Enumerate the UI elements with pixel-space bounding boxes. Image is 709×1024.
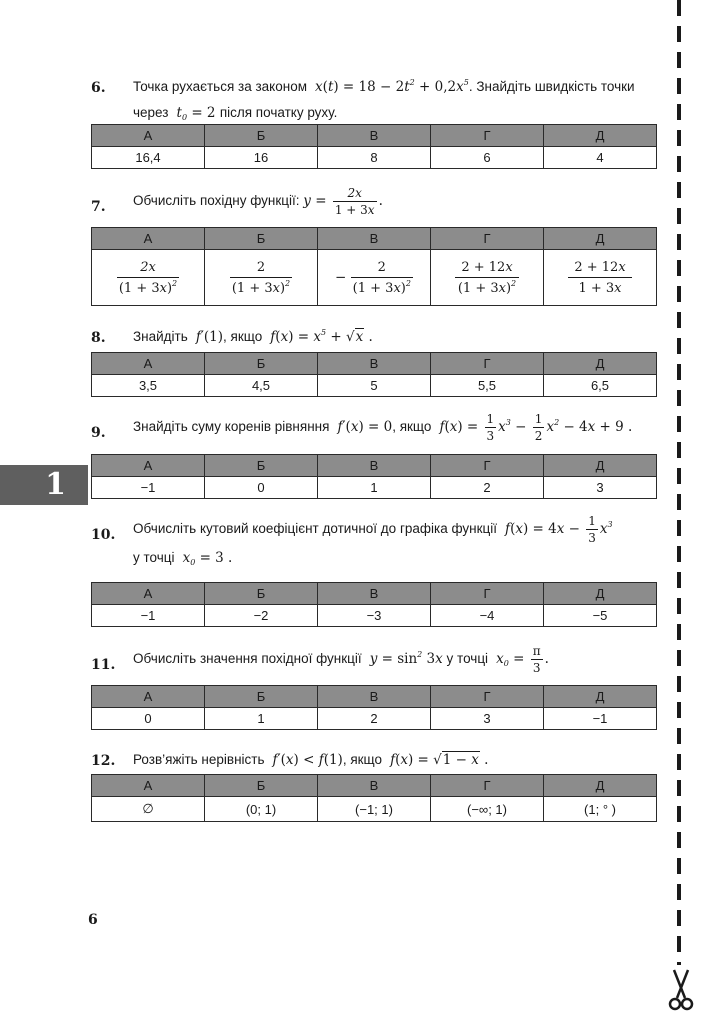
scissors-icon bbox=[668, 968, 694, 1014]
answer-table bbox=[91, 227, 657, 306]
answer-cell[interactable]: 6 bbox=[431, 147, 544, 169]
answer-table bbox=[91, 774, 657, 822]
answer-cell[interactable]: −3 bbox=[318, 605, 431, 627]
answer-header-d: Д bbox=[544, 353, 657, 375]
answer-cell[interactable]: 5 bbox=[318, 375, 431, 397]
formula: $x_0$ = $\frac{\pi}{3}$ . bbox=[491, 644, 549, 675]
answer-header-g: Г bbox=[431, 125, 544, 147]
answer-header-a: А bbox=[92, 583, 205, 605]
answer-header-d: Д bbox=[544, 455, 657, 477]
answer-cell[interactable]: 0 bbox=[205, 477, 318, 499]
answer-cell[interactable]: $\frac{2 + 12x}{(1 + 3x)^2}$ bbox=[431, 250, 544, 306]
answer-cell[interactable]: −4 bbox=[431, 605, 544, 627]
formula: $x_0 = 3$ . bbox=[178, 550, 233, 567]
formula: f′(x) < f(1) bbox=[268, 752, 343, 768]
formula: $y = \sin^2 3x$ bbox=[365, 650, 443, 667]
task-number: 8. bbox=[91, 330, 106, 346]
cut-line bbox=[677, 0, 681, 965]
answer-cell[interactable]: −1 bbox=[544, 708, 657, 730]
answer-cell[interactable]: 5,5 bbox=[431, 375, 544, 397]
answer-cell[interactable]: 2 bbox=[318, 708, 431, 730]
answer-header-d: Д bbox=[544, 228, 657, 250]
answer-header-d: Д bbox=[544, 583, 657, 605]
answer-header-v: В bbox=[318, 686, 431, 708]
answer-cell[interactable]: (1; ° ) bbox=[544, 797, 657, 822]
task-text: Знайдіть суму коренів рівняння f′(x) = 0, якщо f(x) = $\frac{1}{3}$ $x^3$ − $\frac{1}{2}$ $x^2 - 4x + 9$ . bbox=[133, 412, 633, 443]
answer-cell[interactable]: 1 bbox=[205, 708, 318, 730]
formula: f(x) = 4x − $\frac{1}{3}$ $x^3$ bbox=[500, 514, 613, 545]
formula: $f(x) = x^5 + √x$ . bbox=[265, 328, 373, 345]
answer-table bbox=[91, 352, 657, 397]
answer-header-b: Б bbox=[205, 583, 318, 605]
answer-header-g: Г bbox=[431, 353, 544, 375]
answer-cell[interactable]: (−∞; 1) bbox=[431, 797, 544, 822]
answer-cell[interactable]: −5 bbox=[544, 605, 657, 627]
formula: y = $\frac{2x}{1 + 3x}$ . bbox=[303, 186, 383, 217]
task-number: 12. bbox=[91, 753, 116, 769]
answer-header-a: А bbox=[92, 775, 205, 797]
answer-cell[interactable]: −2 bbox=[205, 605, 318, 627]
answer-cell[interactable]: 8 bbox=[318, 147, 431, 169]
answer-header-v: В bbox=[318, 583, 431, 605]
answer-cell[interactable]: (−1; 1) bbox=[318, 797, 431, 822]
answer-header-g: Г bbox=[431, 775, 544, 797]
answer-cell[interactable]: 3 bbox=[431, 708, 544, 730]
task-number: 10. bbox=[91, 527, 116, 543]
answer-cell[interactable]: 1 bbox=[318, 477, 431, 499]
answer-header-d: Д bbox=[544, 775, 657, 797]
answer-header-g: Г bbox=[431, 455, 544, 477]
task-text: Розв’яжіть нерівність f′(x) < f(1), якщо f(x) = √1 − x . bbox=[133, 752, 489, 768]
formula: f(x) = $\frac{1}{3}$ $x^3$ − $\frac{1}{2}$ $x^2 - 4x + 9$ . bbox=[435, 412, 633, 443]
answer-header-v: В bbox=[318, 228, 431, 250]
task-number: 7. bbox=[91, 199, 106, 215]
formula: f′(x) = 0 bbox=[333, 419, 393, 435]
task-text: Знайдіть f′(1), якщо $f(x) = x^5 + √x$ . bbox=[133, 328, 373, 345]
formula: f(x) = √1 − x . bbox=[385, 752, 489, 768]
answer-table bbox=[91, 582, 657, 627]
answer-header-v: В bbox=[318, 775, 431, 797]
formula: $t_0 = 2$ bbox=[172, 105, 220, 122]
answer-header-b: Б bbox=[205, 455, 318, 477]
answer-cell[interactable]: $\frac{2 + 12x}{1 + 3x}$ bbox=[544, 250, 657, 306]
page-number: 6 bbox=[88, 912, 98, 928]
answer-header-d: Д bbox=[544, 686, 657, 708]
answer-header-b: Б bbox=[205, 353, 318, 375]
answer-cell[interactable]: 2 bbox=[431, 477, 544, 499]
formula: $x(t) = 18 - 2t^2 + 0,2x^5$ bbox=[310, 78, 469, 95]
task-text: Обчисліть кутовий коефіцієнт дотичної до графіка функції f(x) = 4x − $\frac{1}{3}$ $x^3$ у точці $x_0 = 3$ . bbox=[133, 514, 613, 567]
answer-header-a: А bbox=[92, 125, 205, 147]
chapter-tab bbox=[0, 465, 88, 505]
answer-header-b: Б bbox=[205, 228, 318, 250]
formula: f′(1) bbox=[191, 329, 224, 345]
answer-table bbox=[91, 124, 657, 169]
task-number: 6. bbox=[91, 80, 106, 96]
answer-cell[interactable]: 3,5 bbox=[92, 375, 205, 397]
answer-cell[interactable]: (0; 1) bbox=[205, 797, 318, 822]
task-text: Обчисліть похідну функції: y = $\frac{2x}{1 + 3x}$ . bbox=[133, 186, 383, 217]
answer-cell[interactable]: $\frac{2x}{(1 + 3x)^2}$ bbox=[92, 250, 205, 306]
answer-header-v: В bbox=[318, 455, 431, 477]
answer-cell[interactable]: −1 bbox=[92, 477, 205, 499]
answer-cell[interactable]: 16 bbox=[205, 147, 318, 169]
answer-header-d: Д bbox=[544, 125, 657, 147]
answer-cell[interactable]: 4 bbox=[544, 147, 657, 169]
task-number: 11. bbox=[91, 657, 116, 673]
answer-cell[interactable]: 0 bbox=[92, 708, 205, 730]
chapter-number: 1 bbox=[45, 467, 66, 502]
answer-cell[interactable]: 4,5 bbox=[205, 375, 318, 397]
answer-table bbox=[91, 685, 657, 730]
answer-cell[interactable]: 6,5 bbox=[544, 375, 657, 397]
answer-header-a: А bbox=[92, 455, 205, 477]
answer-header-v: В bbox=[318, 353, 431, 375]
task-text: Обчисліть значення похідної функції $y = \sin^2 3x$ у точці $x_0$ = $\frac{\pi}{3}$ . bbox=[133, 644, 549, 675]
answer-header-g: Г bbox=[431, 686, 544, 708]
answer-header-g: Г bbox=[431, 583, 544, 605]
answer-header-a: А bbox=[92, 686, 205, 708]
answer-header-b: Б bbox=[205, 775, 318, 797]
answer-header-b: Б bbox=[205, 125, 318, 147]
answer-table bbox=[91, 454, 657, 499]
answer-header-v: В bbox=[318, 125, 431, 147]
answer-header-b: Б bbox=[205, 686, 318, 708]
answer-cell[interactable]: −1 bbox=[92, 605, 205, 627]
answer-cell[interactable]: $\frac{2}{(1 + 3x)^2}$ bbox=[205, 250, 318, 306]
task-number: 9. bbox=[91, 425, 106, 441]
task-text: Точка рухається за законом $x(t) = 18 - 2t^2 + 0,2x^5$. Знайдіть швидкість точки через $t_0 = 2$ після початку руху. bbox=[133, 78, 635, 122]
answer-cell[interactable]: 16,4 bbox=[92, 147, 205, 169]
answer-header-a: А bbox=[92, 228, 205, 250]
answer-header-a: А bbox=[92, 353, 205, 375]
answer-cell[interactable]: ∅ bbox=[92, 797, 205, 822]
answer-cell[interactable]: − $\frac{2}{(1 + 3x)^2}$ bbox=[318, 250, 431, 306]
answer-cell[interactable]: 3 bbox=[544, 477, 657, 499]
answer-header-g: Г bbox=[431, 228, 544, 250]
